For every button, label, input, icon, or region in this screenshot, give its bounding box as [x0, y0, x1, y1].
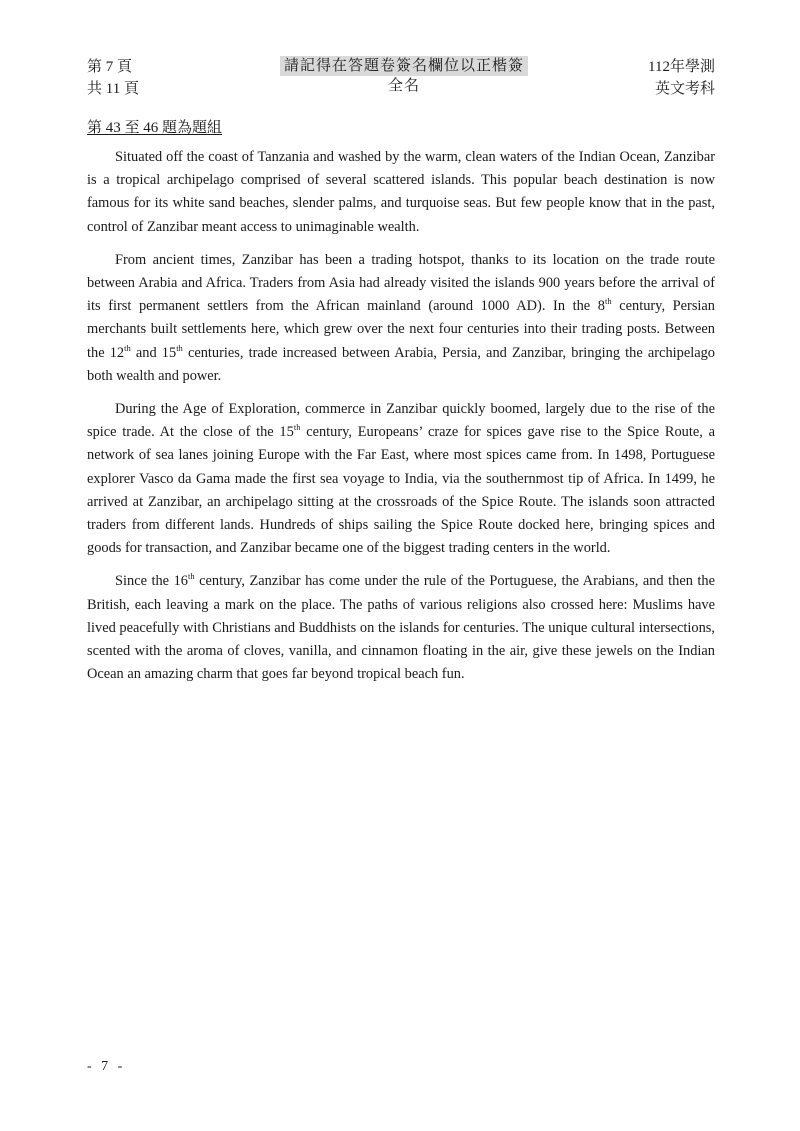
passage-paragraph-4 — [87, 570, 715, 686]
passage-paragraph-2 — [87, 249, 715, 388]
passage-paragraph-1: Situated off the coast of Tanzania and washed by the warm, clean waters of the Indian Ocean, Zanzibar is a tropical archipelago comprised of several scattered islands. This popular beach destination is now famous for its white sand beaches, slender palms, and turquoise seas. But few people know that in the past, control of Zanzibar meant access to unimaginable wealth. — [87, 149, 715, 235]
exam-subject: 英文考科 — [654, 81, 715, 97]
exam-name: 112年學測 — [648, 59, 715, 75]
text-run: century, Europeans’ craze for spices gave rise to the Spice Route, a network of sea lanes joining Europe with the Far East, where most spices came from. In 1498, Portuguese explorer Vasco da Gama made the first sea voyage to India, via the southernmost tip of Africa. In 1499, he arrived at Zanzibar, an archipelago sitting at the crossroads of the Spice Route. The islands soon attracted traders from different lands. Hundreds of ships sailing the Spice Route docked here, bringing spices and goods for transaction, and Zanzibar became one of the biggest trading centers in the world. — [87, 424, 715, 557]
question-group-title: 第 43 至 46 題為題組 — [87, 120, 223, 136]
ordinal-suffix: th — [124, 342, 131, 353]
ordinal-suffix: th — [605, 296, 612, 307]
ordinal-suffix: th — [176, 342, 183, 353]
passage-paragraph-3 — [87, 398, 715, 560]
page-info — [87, 56, 139, 100]
ordinal-suffix: th — [187, 571, 195, 582]
signature-notice: 請記得在答題卷簽名欄位以正楷簽全名 — [280, 56, 528, 76]
reading-passage — [87, 146, 715, 696]
text-run: centuries, trade increased between Arabia, Persia, and Zanzibar, bringing the archipelago both wealth and power. — [87, 344, 715, 384]
page-header — [87, 56, 715, 100]
text-run: From ancient times, Zanzibar has been a trading hotspot, thanks to its location on the trade route between Arabia and Africa. Traders from Asia had already visited the islands 900 years before the arrival of its first permanent settlers from the African mainland (around 1000 AD). In the 8 — [87, 251, 715, 315]
page-number-footer: - 7 - — [87, 1059, 126, 1074]
page-total-label: 共 11 頁 — [87, 81, 139, 97]
text-run: and 15 — [130, 344, 177, 361]
text-run: century, Zanzibar has come under the rule of the Portuguese, the Arabians, and then the British, each leaving a mark on the place. The paths of various religions also crossed here: Muslims have lived peacefully with Christians and Buddhists on the islands for centuries. The unique cultural intersections, scented with the aroma of cloves, vanilla, and cinnamon floating in the air, give these jewels on the Indian Ocean an amazing charm that goes far beyond tropical beach fun. — [87, 573, 715, 683]
text-run: century, Persian merchants built settlements here, which grew over the next four centuries into their trading posts. Between the 12 — [87, 298, 715, 361]
page-current-label: 第 7 頁 — [87, 59, 133, 75]
exam-info — [648, 56, 715, 100]
ordinal-suffix: th — [293, 422, 301, 433]
text-run: Since the 16 — [115, 573, 188, 590]
text-run: During the Age of Exploration, commerce in Zanzibar quickly boomed, largely due to the rise of the spice trade. At the close of the 15 — [87, 401, 715, 441]
